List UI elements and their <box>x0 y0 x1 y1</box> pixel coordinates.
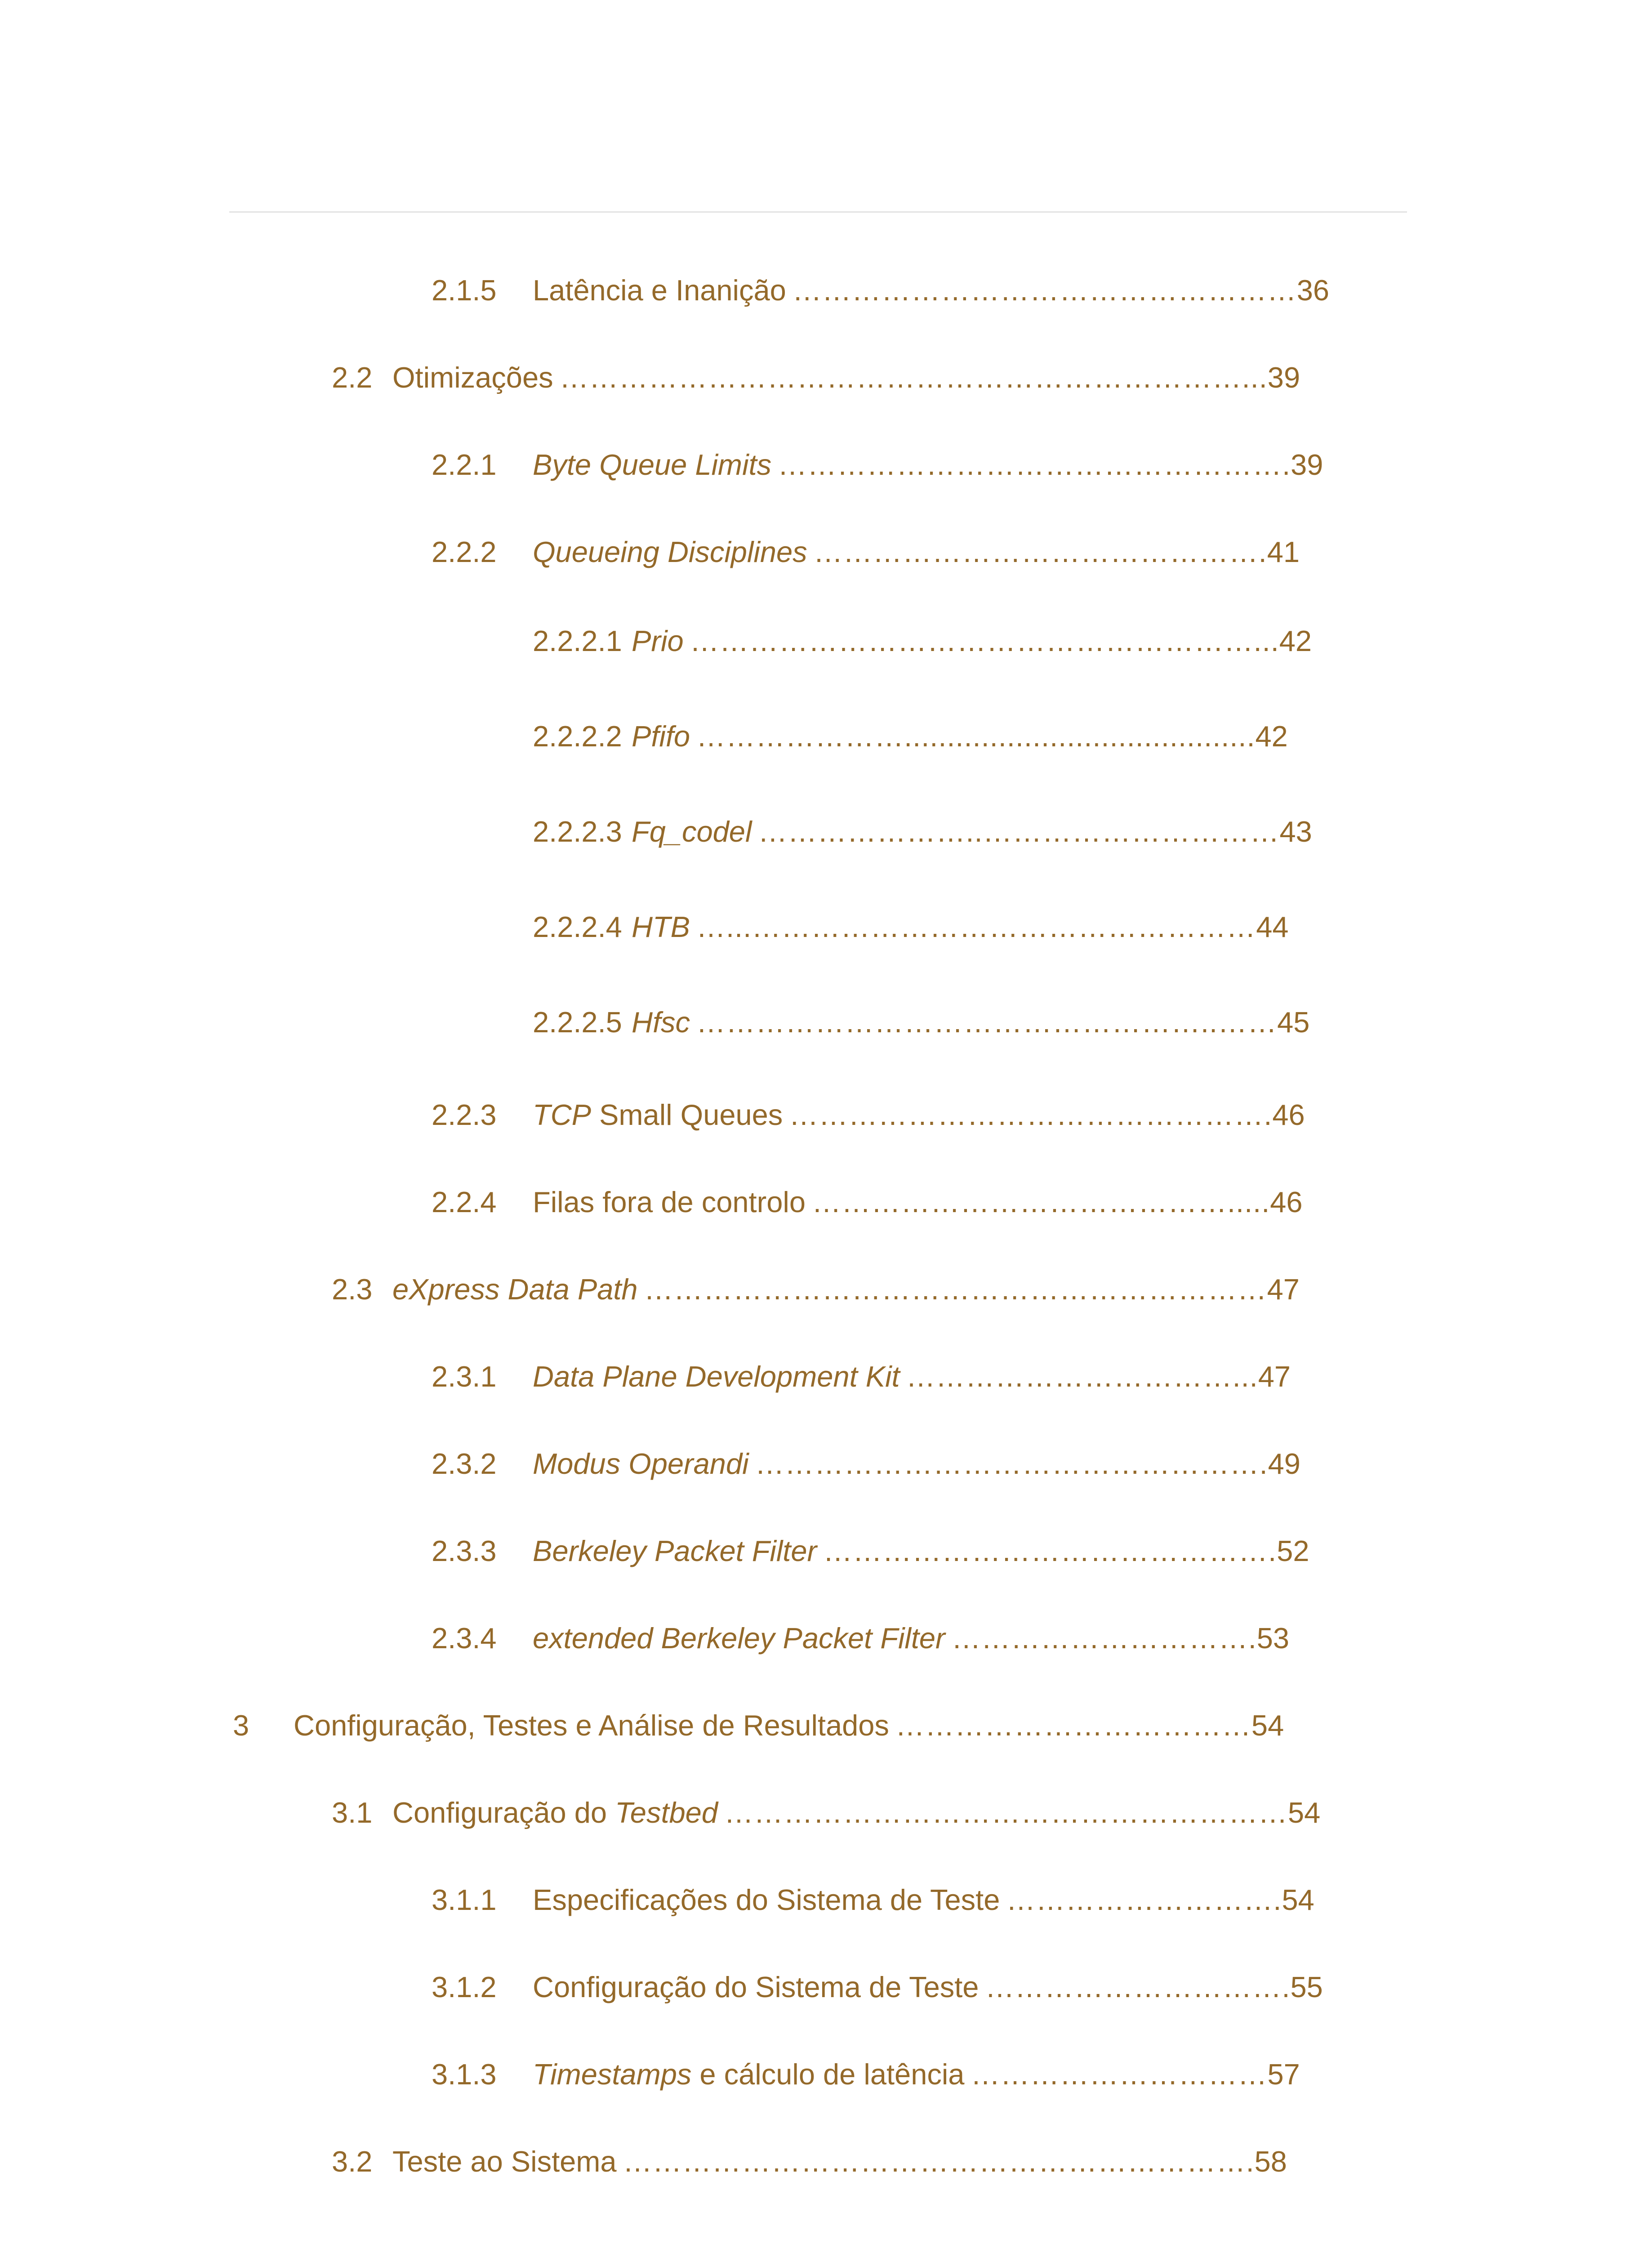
toc-entry[interactable] <box>432 272 1329 308</box>
header-rule <box>229 211 1407 213</box>
toc-leader: ……………………………... <box>906 1360 1258 1393</box>
toc-page-number: 54 <box>1251 1709 1284 1742</box>
toc-leader: ……………………………………………. <box>755 1447 1268 1480</box>
toc-number: 2.2.3 <box>432 1098 497 1131</box>
toc-title: Timestamps e cálculo de latência <box>533 2058 965 2091</box>
toc-page-number: 54 <box>1282 1883 1314 1916</box>
toc-title: Configuração do Sistema de Teste <box>533 1971 979 2003</box>
toc-entry[interactable] <box>432 1184 1303 1220</box>
toc-number: 2.3.2 <box>432 1447 497 1480</box>
toc-entry[interactable] <box>233 1708 1284 1744</box>
toc-entry[interactable] <box>432 1097 1305 1133</box>
toc-title: Hfsc <box>632 1006 690 1039</box>
toc-number: 2.2.2.2 <box>533 720 622 753</box>
toc-leader: ……………………………………………………… <box>644 1273 1267 1306</box>
toc-entry[interactable] <box>533 909 1289 945</box>
toc-title: Configuração do Testbed <box>392 1796 718 1829</box>
toc-entry[interactable] <box>432 1446 1300 1482</box>
toc-title: HTB <box>632 910 690 943</box>
toc-page-number: 44 <box>1256 910 1289 943</box>
toc-title: Fq_codel <box>632 815 752 848</box>
toc-entry[interactable] <box>533 623 1312 659</box>
toc-leader: ………………………………………………… <box>724 1796 1288 1829</box>
toc-entry[interactable] <box>332 1795 1320 1831</box>
toc-title: eXpress Data Path <box>392 1273 638 1306</box>
toc-entry[interactable] <box>432 1882 1314 1918</box>
toc-leader: …………………………………………… <box>792 274 1297 307</box>
toc-page-number: 47 <box>1267 1273 1300 1306</box>
toc-title: Byte Queue Limits <box>533 448 772 481</box>
toc-number: 3.1.1 <box>432 1883 497 1916</box>
toc-entry[interactable] <box>432 534 1300 570</box>
toc-leader: …………………………. <box>951 1622 1257 1655</box>
toc-title: Queueing Disciplines <box>533 535 807 568</box>
toc-leader: ………………………………………. <box>823 1534 1277 1567</box>
toc-entry[interactable] <box>432 2056 1300 2092</box>
toc-number: 3.1.2 <box>432 1971 497 2003</box>
toc-page-number: 53 <box>1256 1622 1290 1655</box>
toc-page-number: 41 <box>1267 535 1300 568</box>
toc-page-number: 46 <box>1272 1098 1305 1131</box>
toc-page-number: 57 <box>1267 2058 1300 2091</box>
toc-leader: …...…………………………………………… <box>696 910 1256 943</box>
toc-leader: …………………..………………………… <box>758 815 1280 848</box>
toc-number: 2.2.2.3 <box>533 815 622 848</box>
toc-entry[interactable] <box>432 1359 1291 1395</box>
toc-page-number: 49 <box>1268 1447 1300 1480</box>
toc-number: 3 <box>233 1709 249 1742</box>
toc-number: 2.3.4 <box>432 1622 497 1655</box>
toc-page-number: 54 <box>1287 1796 1321 1829</box>
toc-number: 2.2.4 <box>432 1186 497 1218</box>
toc-title: Modus Operandi <box>533 1447 749 1480</box>
toc-leader: …………………………………………. <box>789 1098 1273 1131</box>
toc-leader: ………………………… <box>971 2058 1268 2091</box>
toc-page-number: 39 <box>1267 361 1300 394</box>
toc-leader: ………………………. <box>1006 1883 1282 1916</box>
toc-page-number: 55 <box>1290 1971 1323 2003</box>
toc-entry[interactable] <box>332 2144 1287 2180</box>
toc-number: 3.1.3 <box>432 2058 497 2091</box>
toc-leader: ……………………………………………. <box>778 448 1291 481</box>
toc-page-number: 43 <box>1279 815 1312 848</box>
toc-number: 2.2.2 <box>432 535 497 568</box>
toc-page-number: 46 <box>1270 1186 1303 1218</box>
toc-leader: ……………………………………………………………... <box>559 361 1268 394</box>
toc-title: Prio <box>632 624 684 657</box>
toc-title: TCP Small Queues <box>533 1098 783 1131</box>
toc-entry[interactable] <box>432 1533 1309 1569</box>
toc-page-number: 52 <box>1277 1534 1309 1567</box>
toc-number: 2.3.3 <box>432 1534 497 1567</box>
toc-number: 2.2 <box>332 361 373 394</box>
toc-number: 2.2.2.4 <box>533 910 622 943</box>
toc-page-number: 36 <box>1296 274 1330 307</box>
toc-leader: …………………......................................... <box>696 720 1256 753</box>
toc-entry[interactable] <box>332 1271 1300 1307</box>
toc-page-number: 42 <box>1279 624 1312 657</box>
toc-entry[interactable] <box>432 1969 1323 2005</box>
toc-leader: ……………………………………..... <box>811 1186 1270 1218</box>
toc-title: Data Plane Development Kit <box>533 1360 900 1393</box>
toc-leader: ……………………………… <box>895 1709 1251 1742</box>
toc-title: Pfifo <box>632 720 690 753</box>
toc-entry[interactable] <box>332 360 1300 396</box>
toc-entry[interactable] <box>432 1620 1289 1656</box>
toc-entry[interactable] <box>533 1004 1309 1040</box>
toc-number: 2.3.1 <box>432 1360 497 1393</box>
toc-title: extended Berkeley Packet Filter <box>533 1622 945 1655</box>
toc-page-number: 47 <box>1258 1360 1291 1393</box>
toc-leader: ………………………………………. <box>813 535 1267 568</box>
toc-title: Latência e Inanição <box>533 274 786 307</box>
toc-entry[interactable] <box>533 814 1312 850</box>
toc-leader: …………………………………………………... <box>690 624 1279 657</box>
toc-number: 2.2.2.5 <box>533 1006 622 1039</box>
toc-title: Teste ao Sistema <box>392 2145 617 2178</box>
toc-number: 3.2 <box>332 2145 373 2178</box>
toc-number: 2.2.1 <box>432 448 497 481</box>
toc-title: Especificações do Sistema de Teste <box>533 1883 1000 1916</box>
toc-page-number: 42 <box>1255 720 1288 753</box>
toc-title: Berkeley Packet Filter <box>533 1534 817 1567</box>
toc-number: 2.1.5 <box>432 274 497 307</box>
toc-title: Configuração, Testes e Análise de Resultados <box>294 1709 889 1742</box>
toc-page-number: 58 <box>1254 2145 1287 2178</box>
toc-title: Filas fora de controlo <box>533 1186 806 1218</box>
toc-page-number: 45 <box>1277 1006 1310 1039</box>
toc-entry[interactable] <box>432 447 1323 483</box>
toc-page-number: 39 <box>1291 448 1323 481</box>
toc-number: 3.1 <box>332 1796 373 1829</box>
toc-leader: ………………………………………………………. <box>623 2145 1255 2178</box>
toc-leader: …………………………. <box>985 1971 1291 2003</box>
toc-entry[interactable] <box>533 718 1288 754</box>
toc-number: 2.2.2.1 <box>533 624 622 657</box>
toc-title: Otimizações <box>392 361 553 394</box>
toc-number: 2.3 <box>332 1273 373 1306</box>
toc-leader: ……………………………………………..…… <box>696 1006 1278 1039</box>
